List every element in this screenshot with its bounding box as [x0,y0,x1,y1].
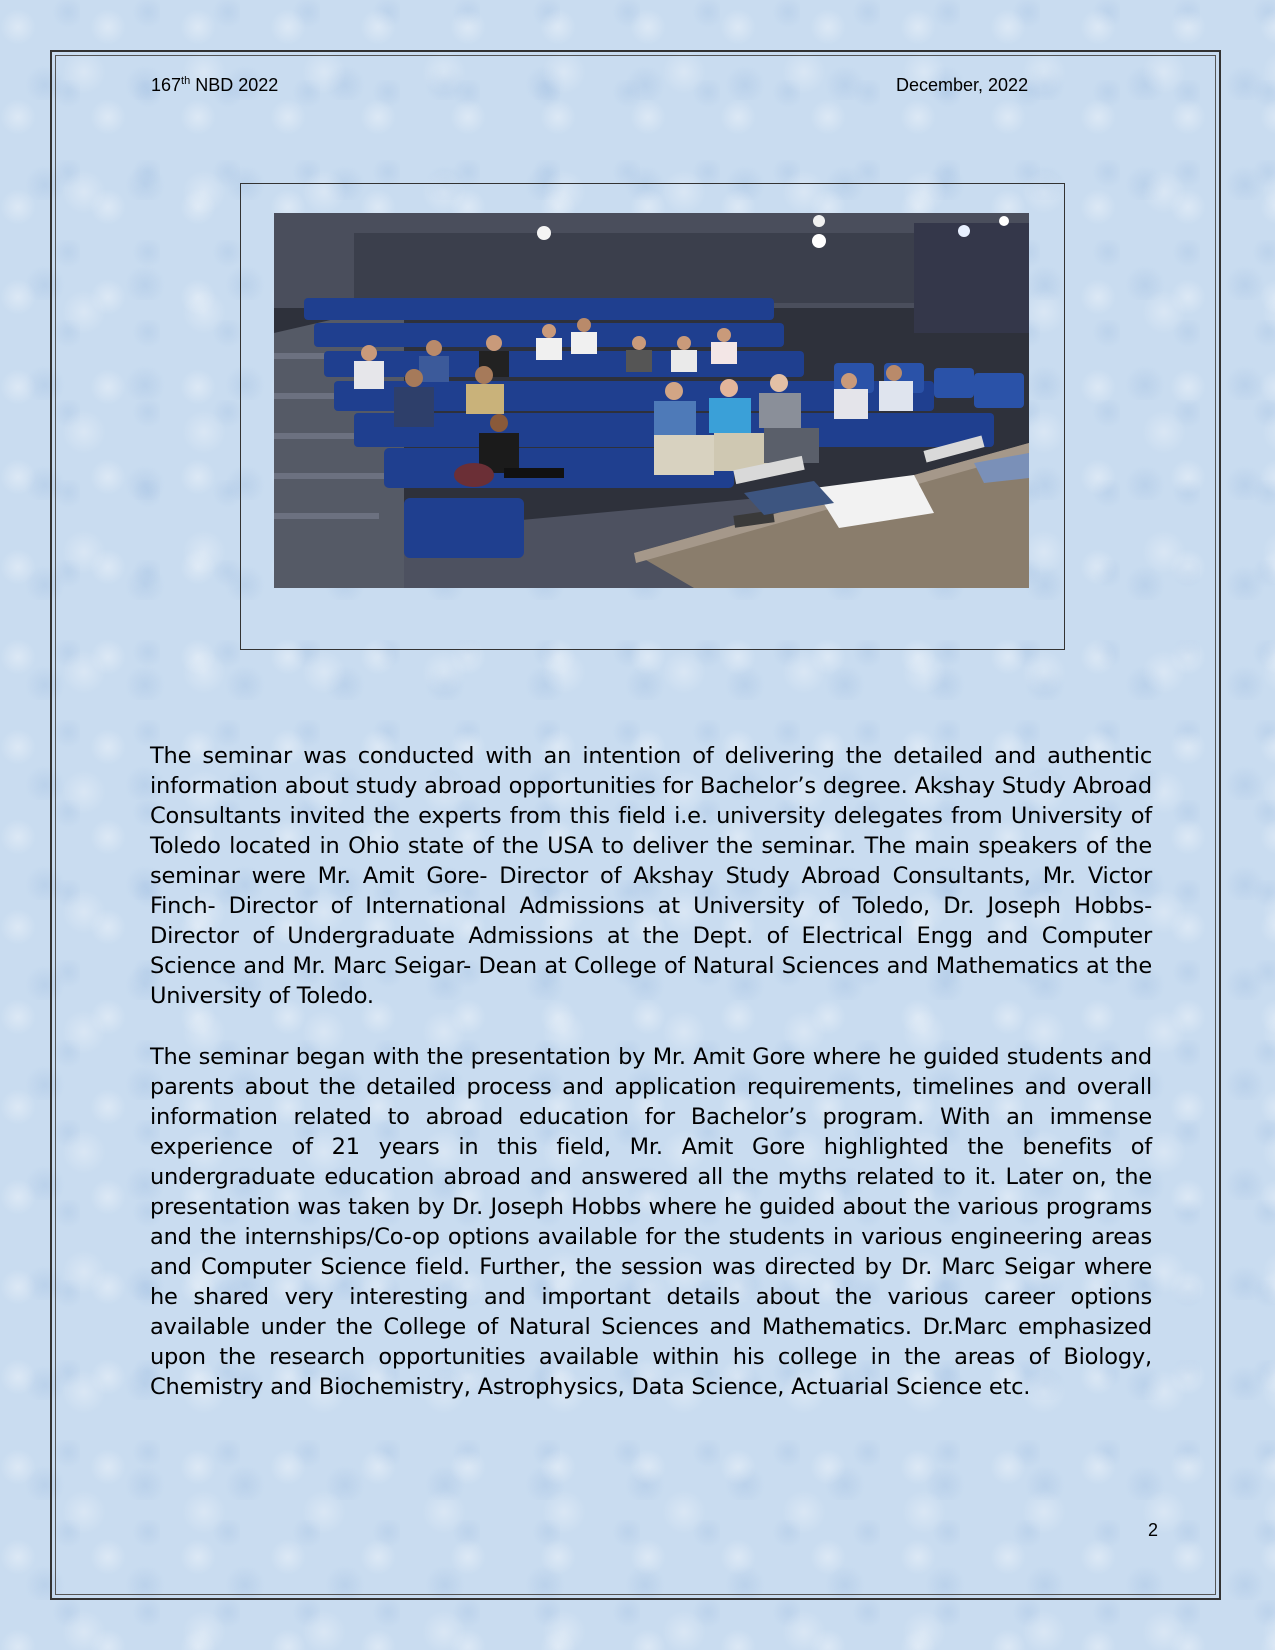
issue-label [151,75,278,96]
issue-suffix: th [181,75,191,87]
issue-number: 167 [151,75,182,95]
issue-rest: NBD 2022 [190,75,279,95]
seminar-audience-photo [274,213,1029,588]
issue-date: December, 2022 [896,75,1029,95]
article-paragraph-1: The seminar was conducted with an intention of delivering the detailed and authentic information about study abroad opportunities for Bachelor’s degree. Akshay Study Abroad Consultants invited the experts from this field i.e. university delegates from University of Toledo located in Ohio state of the USA to deliver the seminar. The main speakers of the seminar were Mr. Amit Gore- Director of Akshay Study Abroad Consultants, Mr. Victor Finch- Director of International Admissions at University of Toledo, Dr. Joseph Hobbs- Director of Undergraduate Admissions at the Dept. of Electrical Engg and Computer Science and Mr. Marc Seigar- Dean at College of Natural Sciences and Mathematics at the University of Toledo. [150,743,1152,1009]
article-paragraph-2: The seminar began with the presentation by Mr. Amit Gore where he guided students and parents about the detailed process and application requirements, timelines and overall information related to abroad education for Bachelor’s program. With an immense experience of 21 years in this field, Mr. Amit Gore highlighted the benefits of undergraduate education abroad and answered all the myths related to it. Later on, the presentation was taken by Dr. Joseph Hobbs where he guided about the various programs and the internships/Co-op options available for the students in various engineering areas and Computer Science field. Further, the session was directed by Dr. Marc Seigar where he shared very interesting and important details about the various career options available under the College of Natural Sciences and Mathematics. Dr.Marc emphasized upon the research opportunities available within his college in the areas of Biology, Chemistry and Biochemistry, Astrophysics, Data Science, Actuarial Science etc. [150,1044,1152,1400]
page-number: 2 [1147,1520,1158,1540]
